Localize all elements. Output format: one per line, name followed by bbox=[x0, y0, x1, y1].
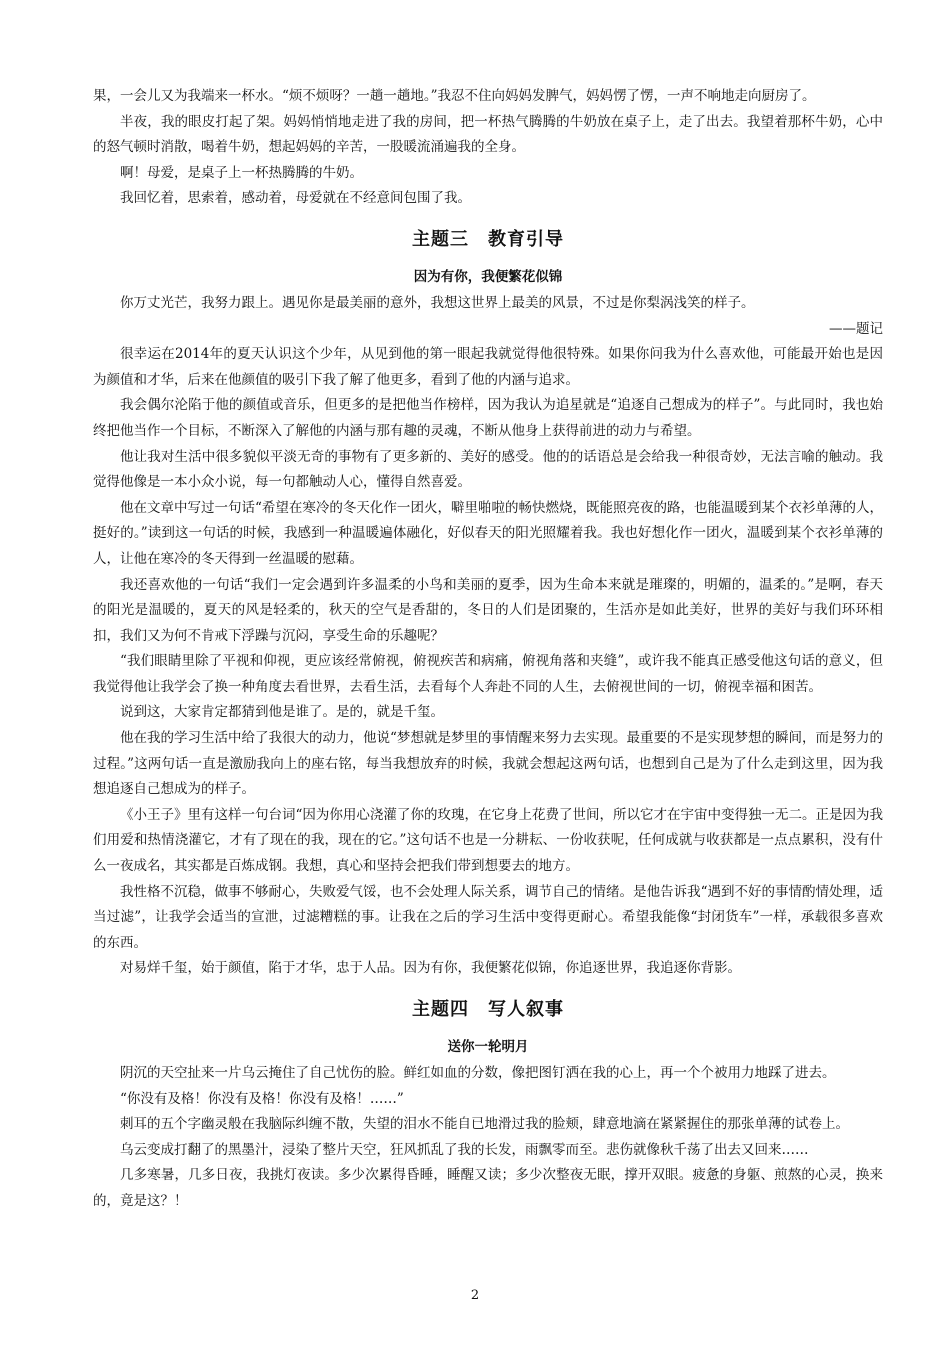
paragraph: 啊！母爱，是桌子上一杯热腾腾的牛奶。 bbox=[120, 164, 363, 181]
document-page bbox=[93, 84, 883, 1215]
paragraph: 乌云变成打翻了的黑墨汁，浸染了整片天空，狂风抓乱了我的长发，雨飘零而至。悲伤就像秋千荡了出去又回来…… bbox=[120, 1141, 809, 1158]
paragraph: 刺耳的五个字幽灵般在我脑际纠缠不散，失望的泪水不能自已地滑过我的脸颊，肆意地滴在紧紧握住的那张单薄的试卷上。 bbox=[120, 1116, 849, 1133]
paragraph: “我们眼睛里除了平视和仰视，更应该经常俯视，俯视疾苦和病痛，俯视角落和夹缝”，或许我不能真正感受他这句话的意义，但我觉得他让我学会了换一种角度去看世界，去看生活，去看每个人奔赴不同的人生，去俯视世间的一切，俯视幸福和困苦。 bbox=[93, 653, 883, 695]
paragraph: 我回忆着，思索着，感动着，母爱就在不经意间包围了我。 bbox=[120, 190, 471, 207]
paragraph: 几多寒暑，几多日夜，我挑灯夜读。多少次累得昏睡，睡醒又读；多少次整夜无眠，撑开双眼。疲惫的身躯、煎熬的心灵，换来的，竟是这？！ bbox=[93, 1167, 883, 1209]
essay-title: 因为有你，我便繁花似锦 bbox=[413, 268, 563, 285]
epigraph-sign: ——题记 bbox=[829, 320, 883, 337]
paragraph: 我性格不沉稳，做事不够耐心，失败爱气馁，也不会处理人际关系，调节自己的情绪。是他告诉我“遇到不好的事情酌情处理，适当过滤”，让我学会适当的宣泄，过滤糟糕的事。让我在之后的学习生活中变得更耐心。希望我能像“封闭货车”一样，承载很多喜欢的东西。 bbox=[93, 883, 883, 951]
paragraph: 我还喜欢他的一句话“我们一定会遇到许多温柔的小鸟和美丽的夏季，因为生命本来就是璀璨的，明媚的，温柔的。”是啊，春天的阳光是温暖的，夏天的风是轻柔的，秋天的空气是香甜的，冬日的人们是团聚的，生活亦是如此美好，世界的美好与我们环环相扣，我们又为何不肯戒下浮躁与沉闷，享受生命的乐趣呢？ bbox=[93, 576, 883, 644]
paragraph: 对易烊千玺，始于颜值，陷于才华，忠于人品。因为有你，我便繁花似锦，你追逐世界，我追逐你背影。 bbox=[120, 960, 741, 977]
paragraph: 他让我对生活中很多貌似平淡无奇的事物有了更多新的、美好的感受。他的的话语总是会给我一种很奇妙，无法言喻的触动。我觉得他像是一本小众小说，每一句都触动人心，懂得自然喜爱。 bbox=[93, 448, 883, 491]
theme-four-heading: 主题四 写人叙事 bbox=[412, 999, 564, 1020]
page-number: 2 bbox=[470, 1288, 480, 1303]
paragraph: 他在文章中写过一句话“希望在寒冷的冬天化作一团火，噼里啪啦的畅快燃烧，既能照亮夜的路，也能温暖到某个衣衫单薄的人，挺好的。”读到这一句话的时候，我感到一种温暖遍体融化，好似春天的阳光照耀着我。我也好想化作一团火，温暖到某个衣衫单薄的人，让他在寒冷的冬天得到一丝温暖的慰藉。 bbox=[93, 499, 883, 567]
epigraph: 你万丈光芒，我努力跟上。遇见你是最美丽的意外，我想这世界上最美的风景，不过是你梨涡浅笑的样子。 bbox=[120, 294, 755, 311]
paragraph: 《小王子》里有这样一句台词“因为你用心浇灌了你的玫瑰，在它身上花费了世间，所以它才在宇宙中变得独一无二。正是因为我们用爱和热情浇灌它，才有了现在的我，现在的它。”这句话不也是一分耕耘、一份收获呢，任何成就与收获都是一点点累积，没有什么一夜成名，其实都是百炼成钢。我想，真心和坚持会把我们带到想要去的地方。 bbox=[93, 806, 883, 875]
essay-title: 送你一轮明月 bbox=[447, 1039, 529, 1055]
theme-three-heading: 主题三 教育引导 bbox=[412, 228, 564, 250]
paragraph: “你没有及格！你没有及格！你没有及格！……” bbox=[120, 1090, 404, 1107]
paragraph: 说到这，大家肯定都猜到他是谁了。是的，就是千玺。 bbox=[120, 704, 444, 721]
paragraph: 我会偶尔沦陷于他的颜值或音乐，但更多的是把他当作榜样，因为我认为追星就是“追逐自己想成为的样子”。与此同时，我也始终把他当作一个目标，不断深入了解他的内涵与那有趣的灵魂，不断从他身上获得前进的动力与希望。 bbox=[93, 397, 883, 439]
paragraph: 他在我的学习生活中给了我很大的动力，他说“梦想就是梦里的事情醒来努力去实现。最重要的不是实现梦想的瞬间，而是努力的过程。”这两句话一直是激励我向上的座右铭，每当我想放弃的时候，我就会想起这两句话，也想到自己是为了什么走到这里，因为我想追逐自己想成为的样子。 bbox=[93, 730, 883, 798]
paragraph: 阴沉的天空扯来一片乌云掩住了自己忧伤的脸。鲜红如血的分数，像把图钉洒在我的心上，再一个个被用力地踩了进去。 bbox=[120, 1065, 836, 1081]
paragraph: 很幸运在2014年的夏天认识这个少年，从见到他的第一眼起我就觉得他很特殊。如果你问我为什么喜欢他，可能最开始也是因为颜值和才华，后来在他颜值的吸引下我了解了他更多，看到了他的内涵与追求。 bbox=[93, 346, 883, 388]
paragraph: 果，一会儿又为我端来一杯水。“烦不烦呀？一趟一趟地。”我忍不住向妈妈发脾气，妈妈愣了愣，一声不响地走向厨房了。 bbox=[93, 88, 816, 104]
paragraph: 半夜，我的眼皮打起了架。妈妈悄悄地走进了我的房间，把一杯热气腾腾的牛奶放在桌子上，走了出去。我望着那杯牛奶，心中的怒气顿时消散，喝着牛奶，想起妈妈的辛苦，一股暖流涌遍我的全身。 bbox=[93, 113, 883, 156]
